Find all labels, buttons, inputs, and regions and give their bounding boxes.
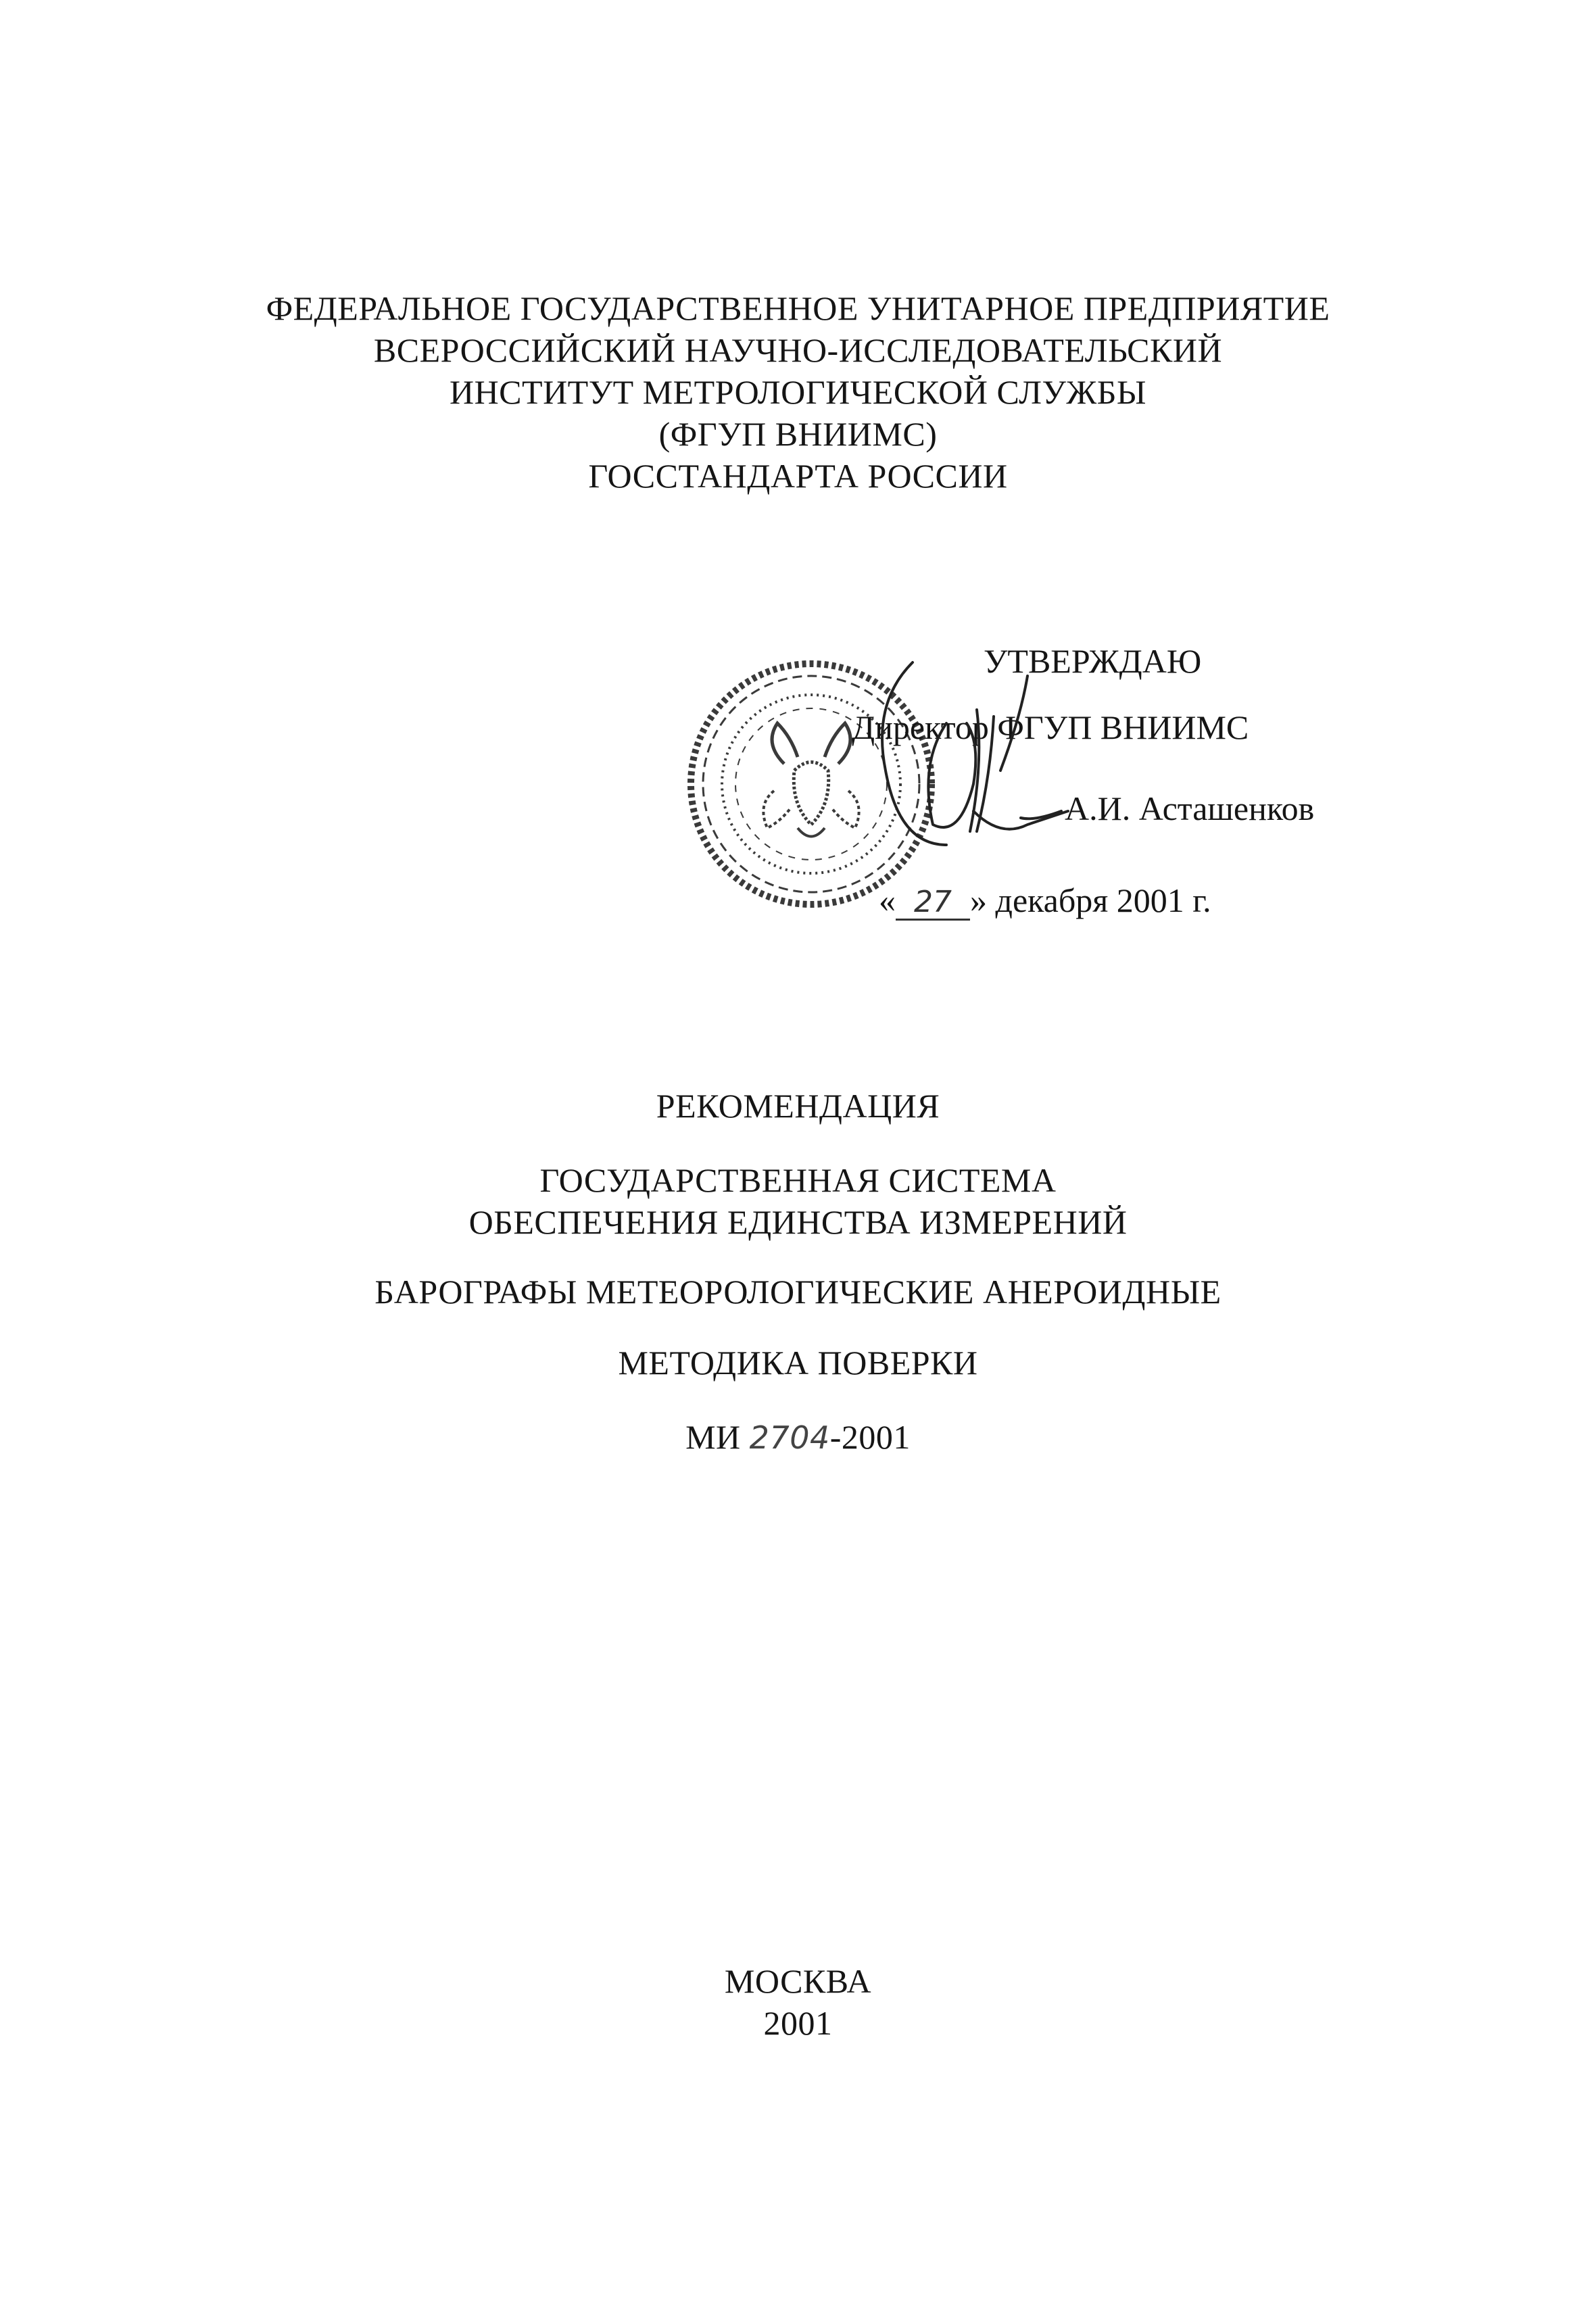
system-line-2: ОБЕСПЕЧЕНИЯ ЕДИНСТВА ИЗМЕРЕНИЙ <box>468 1203 1128 1241</box>
code-suffix: -2001 <box>829 1418 911 1456</box>
method-text: МЕТОДИКА ПОВЕРКИ <box>618 1344 978 1382</box>
organization-header <box>0 287 1596 497</box>
date-rest: » декабря 2001 г. <box>970 881 1211 919</box>
org-line-2: ВСЕРОССИЙСКИЙ НАУЧНО-ИССЛЕДОВАТЕЛЬСКИЙ <box>373 331 1223 369</box>
code-prefix: МИ <box>685 1418 750 1456</box>
date-day: 27 <box>896 886 970 921</box>
city-text: МОСКВА <box>724 1962 872 2000</box>
approval-signer: А.И. Асташенков <box>1065 789 1315 827</box>
approval-position: Директор ФГУП ВНИИМС <box>852 708 1249 746</box>
org-line-5: ГОССТАНДАРТА РОССИИ <box>588 457 1008 495</box>
subject-text: БАРОГРАФЫ МЕТЕОРОЛОГИЧЕСКИЕ АНЕРОИДНЫЕ <box>374 1273 1222 1311</box>
document-type <box>0 1085 1596 1127</box>
publication-footer <box>0 1960 1596 2044</box>
doc-type-text: РЕКОМЕНДАЦИЯ <box>656 1087 940 1125</box>
approval-block <box>676 622 1352 933</box>
document-code <box>0 1416 1596 1459</box>
document-subject <box>0 1271 1596 1313</box>
code-line <box>0 1416 1596 1459</box>
date-open-quote: « <box>879 881 896 919</box>
org-line-4: (ФГУП ВНИИМС) <box>658 415 938 453</box>
system-line-1: ГОСУДАРСТВЕННАЯ СИСТЕМА <box>539 1161 1057 1199</box>
code-number: 2704 <box>749 1419 830 1456</box>
org-line-3: ИНСТИТУТ МЕТРОЛОГИЧЕСКОЙ СЛУЖБЫ <box>449 373 1147 411</box>
approval-heading: УТВЕРЖДАЮ <box>984 642 1202 680</box>
document-method <box>0 1342 1596 1384</box>
year-text: 2001 <box>763 2004 833 2042</box>
document-system <box>0 1159 1596 1243</box>
handwritten-signature-icon <box>811 649 1095 879</box>
org-line-1: ФЕДЕРАЛЬНОЕ ГОСУДАРСТВЕННОЕ УНИТАРНОЕ ПРЕДПРИЯТИЕ <box>266 289 1330 327</box>
approval-date <box>879 880 1211 921</box>
